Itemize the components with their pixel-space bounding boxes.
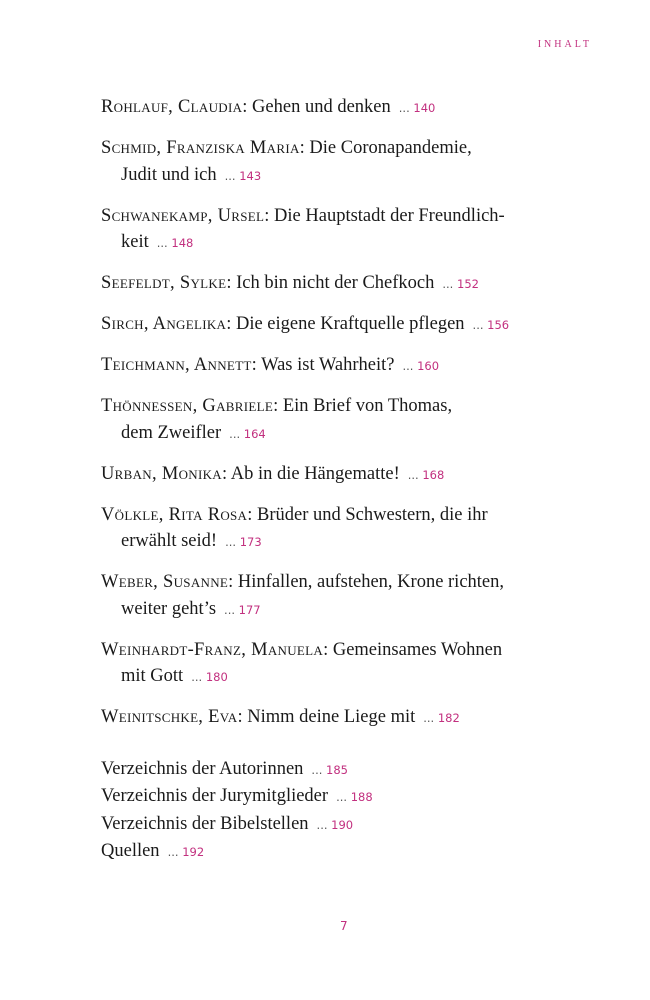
title-continued: mit Gott xyxy=(121,666,184,686)
author-name: Weber, Susanne xyxy=(101,572,229,592)
title: Die eigene Kraftquelle pflegen xyxy=(235,314,465,334)
toc-entry[interactable]: Völkle, Rita Rosa: Brüder und Schwestern, die ihr erwählt seid! ... 173 xyxy=(101,504,488,551)
title: Ab in die Hängematte! xyxy=(230,463,400,484)
page-ref[interactable]: ... 143 xyxy=(224,168,262,183)
title-continued: weiter geht’s xyxy=(121,598,217,619)
title: Die Coronapandemie, xyxy=(309,138,472,158)
page-ref[interactable]: ... 190 xyxy=(316,817,354,832)
toc-entry[interactable]: Schwanekamp, Ursel: Die Hauptstadt der Freundlich- keit ... 148 xyxy=(101,205,505,252)
page-ref[interactable]: ... 164 xyxy=(229,426,266,441)
author-name: Seefeldt, Sylke xyxy=(101,273,227,293)
title: Gehen und denken xyxy=(252,97,391,117)
page-number: 7 xyxy=(340,919,348,933)
author-name: Weinhardt-Franz, Manuela xyxy=(101,639,324,660)
page-ref[interactable]: ... 188 xyxy=(336,790,373,805)
title: Brüder und Schwestern, die ihr xyxy=(257,504,488,525)
running-header: INHALT xyxy=(537,39,592,50)
toc-entry[interactable]: Seefeldt, Sylke: Ich bin nicht der Chefkoch ... 152 xyxy=(101,273,479,293)
title-continued: dem Zweifler xyxy=(121,422,222,443)
title-continued: Judit und ich xyxy=(121,164,217,185)
title: Nimm deine Liege mit xyxy=(247,707,416,727)
author-name: Völkle, Rita Rosa xyxy=(101,504,248,525)
appendix-entry[interactable]: Verzeichnis der Autorinnen ... 185 xyxy=(101,759,348,779)
toc-entry[interactable]: Sirch, Angelika: Die eigene Kraftquelle pflegen ... 156 xyxy=(101,314,510,334)
title: Gemeinsames Wohnen xyxy=(332,639,503,660)
page-ref[interactable]: ... 148 xyxy=(156,236,194,250)
appendix-entry[interactable]: Quellen ... 192 xyxy=(101,840,205,861)
page-ref[interactable]: ... 182 xyxy=(423,711,460,725)
author-name: Teichmann, Annett xyxy=(101,355,252,375)
author-name: Rohlauf, Claudia xyxy=(101,97,243,117)
toc-list xyxy=(101,94,621,745)
page-ref[interactable]: ... 160 xyxy=(402,359,440,373)
page-ref[interactable]: ... 192 xyxy=(167,844,205,859)
page-ref[interactable]: ... 168 xyxy=(407,467,445,482)
appendix-entry[interactable]: Verzeichnis der Bibelstellen ... 190 xyxy=(101,813,354,834)
title: Die Hauptstadt der Freundlich- xyxy=(274,205,505,226)
page-ref[interactable]: ... 152 xyxy=(442,277,479,291)
title-continued: keit xyxy=(121,232,149,252)
title: Ich bin nicht der Chefkoch xyxy=(236,273,435,293)
toc-entry[interactable]: Weinitschke, Eva: Nimm deine Liege mit ... 182 xyxy=(101,707,460,727)
title: Hinfallen, aufstehen, Krone richten, xyxy=(237,572,505,592)
appendix-list xyxy=(101,756,373,865)
toc-entry[interactable]: Thönnessen, Gabriele: Ein Brief von Thomas, dem Zweifler ... 164 xyxy=(101,396,453,443)
author-name: Weinitschke, Eva xyxy=(101,707,238,727)
appendix-entry[interactable]: Verzeichnis der Jurymitglieder ... 188 xyxy=(101,786,373,807)
toc-entry[interactable]: Schmid, Franziska Maria: Die Coronapandemie, Judit und ich ... 143 xyxy=(101,138,472,185)
author-name: Schmid, Franziska Maria xyxy=(101,138,300,158)
page-ref[interactable]: ... 140 xyxy=(398,101,436,115)
page-ref[interactable]: ... 185 xyxy=(311,763,348,777)
page-ref[interactable]: ... 180 xyxy=(191,670,228,684)
title: Ein Brief von Thomas, xyxy=(282,396,453,416)
toc-entry[interactable]: Weinhardt-Franz, Manuela: Gemeinsames Wohnen mit Gott ... 180 xyxy=(101,639,503,686)
author-name: Thönnessen, Gabriele xyxy=(101,396,274,416)
toc-entry[interactable]: Weber, Susanne: Hinfallen, aufstehen, Krone richten, weiter geht’s ... 177 xyxy=(101,572,505,619)
toc-entry[interactable]: Rohlauf, Claudia: Gehen und denken ... 140 xyxy=(101,97,436,117)
title: Was ist Wahrheit? xyxy=(261,355,395,375)
author-name: Sirch, Angelika xyxy=(101,314,227,334)
title-continued: erwählt seid! xyxy=(121,531,218,551)
toc-entry[interactable]: Urban, Monika: Ab in die Hängematte! ... 168 xyxy=(101,463,445,484)
page-ref[interactable]: ... 156 xyxy=(472,318,510,332)
toc-entry[interactable]: Teichmann, Annett: Was ist Wahrheit? ... 160 xyxy=(101,355,440,375)
page-ref[interactable]: ... 173 xyxy=(225,535,262,549)
author-name: Urban, Monika xyxy=(101,463,222,484)
page-ref[interactable]: ... 177 xyxy=(224,602,261,617)
author-name: Schwanekamp, Ursel xyxy=(101,205,265,226)
